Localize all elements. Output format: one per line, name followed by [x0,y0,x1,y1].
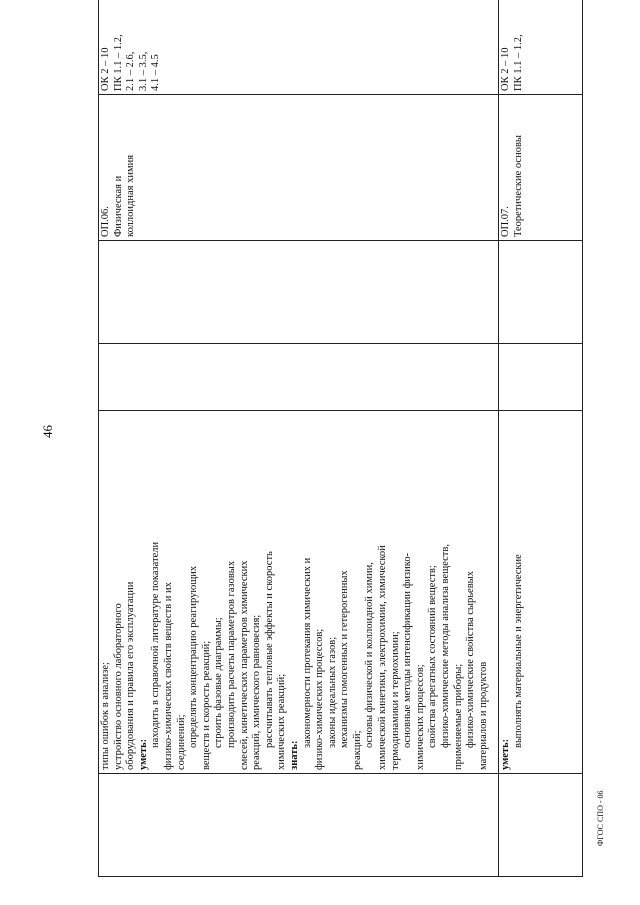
text-line: физико-химические свойства сырьевых [465,571,477,748]
competence-code: ПК 1.1 – 1.2, [512,34,524,91]
text-line: веществ и скорость реакций; [200,640,212,770]
text-line: реакций, химического равновесия; [251,614,263,770]
requirements-cell [499,411,583,774]
text-line: химических реакций; [276,673,288,770]
footer-code: ФГОС СПО - 06 [596,790,605,846]
text-line: типы ошибок в анализе; [100,662,111,770]
section-heading: уметь: [137,738,149,770]
text-line: материалов и продуктов [477,661,489,770]
discipline-code: ОП.06. [100,206,111,237]
curriculum-table [98,0,583,877]
discipline-name: Теоретические основы [512,135,524,237]
discipline-name: коллоидная химия [125,154,137,237]
text-line: строить фазовые диаграммы; [213,617,225,748]
rotated-table-container [98,34,582,877]
text-line: основы физической и коллоидной химии, [364,562,376,748]
text-line: свойства агрегатных состояний веществ; [427,565,439,748]
section-heading: уметь: [500,738,511,770]
requirements-cell [99,411,499,774]
competence-code: ОК 2 – 10 [500,47,511,91]
text-line: механизмы гомогенных и гетерогенных [339,570,351,748]
competence-code: 3.1 – 3.5, [137,51,149,91]
index-cell [99,774,499,877]
text-line: химических процессов; [414,664,426,770]
hours-cell [499,344,583,411]
text-line: реакций; [351,730,363,770]
section-heading: знать: [288,740,300,770]
index-cell [499,774,583,877]
text-line: определять концентрацию реагирующих [188,565,200,748]
competence-code: ПК 1.1 – 1.2, [112,34,124,91]
page-number: 46 [40,425,55,438]
text-line: закономерности протекания химических и [301,557,313,748]
text-line: соединений; [175,714,187,770]
text-line: рассчитывать тепловые эффекты и скорость [263,551,275,748]
competence-cell [99,0,499,95]
hours-cell [99,344,499,411]
text-line: выполнять материальные и энергетические [512,554,524,748]
text-line: химической кинетики, электрохимии, химической [377,545,389,770]
text-line: применяемые приборы; [452,663,464,770]
competence-cell [499,0,583,95]
discipline-cell [499,95,583,241]
text-line: законы идеальных газов; [326,636,338,748]
text-line: производить расчеты параметров газовых [225,560,237,748]
competence-code: 2.1 – 2.6, [125,51,137,91]
text-line: физико-химических процессов; [314,628,326,770]
text-line: физико-химических свойств веществ и их [162,582,174,770]
competence-code: ОК 2 – 10 [100,47,111,91]
table-row [499,0,583,877]
discipline-name: Физическая и [112,175,124,237]
text-line: оборудования и правила его эксплуатации [125,581,137,770]
text-line: основные методы интенсификации физико- [402,552,414,748]
text-line: смесей, кинетических параметров химических [238,560,250,770]
text-line: находить в справочной литературе показатели [150,541,162,748]
text-line: физико-химические методы анализа веществ, [440,544,452,748]
hours-cell [499,241,583,344]
text-line: термодинамики и термохимии; [389,631,401,770]
hours-cell [99,241,499,344]
table-row [99,0,499,877]
discipline-code: ОП.07. [500,206,511,237]
text-line: устройство основного лабораторного [112,603,124,770]
discipline-cell [99,95,499,241]
competence-code: 4.1 – 4.5 [150,54,162,91]
